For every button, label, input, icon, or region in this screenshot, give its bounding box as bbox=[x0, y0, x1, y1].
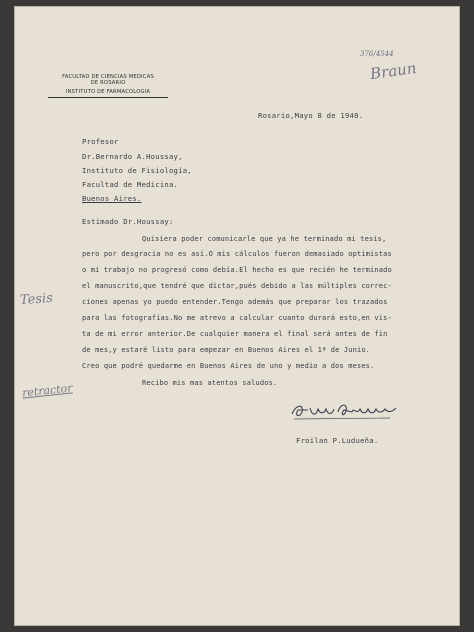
recipient-line: Dr.Bernardo A.Houssay, bbox=[82, 152, 183, 161]
handwritten-signature bbox=[290, 400, 400, 422]
body-line: ciones apenas yo puedo entender.Tengo además que preparar los trazados bbox=[82, 298, 388, 306]
letterhead-institute: INSTITUTO DE FARMACOLOGIA bbox=[48, 89, 168, 97]
body-line: ta de mi error anterior.De cualquier manera el final será antes de fin bbox=[82, 330, 388, 338]
margin-note-tesis: Tesis bbox=[19, 290, 54, 309]
letterhead bbox=[48, 74, 168, 98]
body-line: pero por desgracia no es así.O mis cálculos fueron demasiado optimistas bbox=[82, 250, 392, 258]
closing: Recibo mis mas atentos saludos. bbox=[142, 379, 278, 387]
body-line: Quisiera poder comunicarle que ya he terminado mi tesis, bbox=[142, 235, 387, 243]
body-line: o mi trabajo no progresó como debía.El hecho es que recién he terminado bbox=[82, 266, 392, 274]
letterhead-city: DE ROSARIO bbox=[90, 80, 126, 87]
recipient-line: Facultad de Medicina. bbox=[82, 180, 179, 189]
recipient-line: Instituto de Fisiología, bbox=[82, 166, 192, 175]
recipient-line: Profesor bbox=[82, 137, 119, 146]
body-line: el manuscrito,que tendré que dictar,pués debido a las múltiples correc- bbox=[82, 282, 392, 290]
margin-note-retractor: retractor bbox=[21, 381, 74, 400]
archive-number: 376/4544 bbox=[360, 50, 394, 58]
recipient-line: Buenos Aires. bbox=[82, 194, 142, 203]
body-line: Creo que podré quedarme en Buenos Aires de uno y medio a dos meses. bbox=[82, 362, 375, 370]
body-line: de mes,y estaré listo para empezar en Buenos Aires el 1ª de Junio. bbox=[82, 346, 371, 354]
letter-date: Rosario,Mayo 8 de 1940. bbox=[258, 111, 364, 120]
body-line: para las fotografías.No me atrevo a calcular cuanto durará esto,en vis- bbox=[82, 314, 392, 322]
signature-name: Froilan P.Ludueña. bbox=[296, 436, 379, 445]
archive-name-note: Braun bbox=[368, 58, 418, 84]
letterhead-faculty: FACULTAD DE CIENCIAS MEDICAS bbox=[62, 74, 154, 80]
salutation: Estimado Dr.Houssay: bbox=[82, 217, 174, 226]
